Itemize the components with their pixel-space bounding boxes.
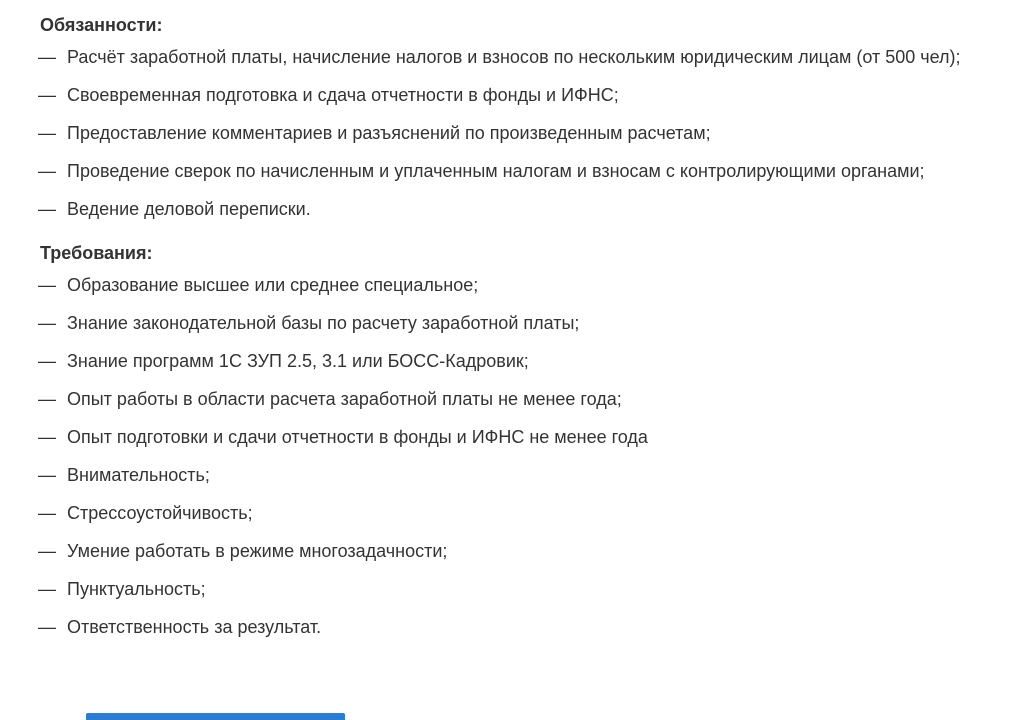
list-item-text: Знание программ 1С ЗУП 2.5, 3.1 или БОСС-Кадровик; <box>67 351 529 371</box>
dash-bullet: — <box>38 351 56 371</box>
requirements-heading: Требования: <box>40 243 153 263</box>
dash-bullet: — <box>38 503 56 523</box>
requirements-list <box>40 269 975 643</box>
list-item-text: Опыт подготовки и сдачи отчетности в фонды и ИФНС не менее года <box>67 427 648 447</box>
list-item-text: Стрессоустойчивость; <box>67 503 253 523</box>
dash-bullet: — <box>38 161 56 181</box>
partially-visible-button[interactable] <box>86 713 345 720</box>
list-item <box>40 497 975 529</box>
list-item-text: Пунктуальность; <box>67 579 206 599</box>
dash-bullet: — <box>38 617 56 637</box>
list-item-text: Умение работать в режиме многозадачности; <box>67 541 448 561</box>
list-item-text: Ведение деловой переписки. <box>67 199 311 219</box>
list-item <box>40 421 975 453</box>
list-item-text: Расчёт заработной платы, начисление налогов и взносов по нескольким юридическим лицам (от 500 чел); <box>67 47 961 67</box>
dash-bullet: — <box>38 47 56 67</box>
dash-bullet: — <box>38 85 56 105</box>
list-item <box>40 345 975 377</box>
list-item <box>40 573 975 605</box>
list-item <box>40 155 975 187</box>
list-item <box>40 383 975 415</box>
dash-bullet: — <box>38 199 56 219</box>
responsibilities-heading: Обязанности: <box>40 15 163 35</box>
responsibilities-list <box>40 41 975 225</box>
list-item <box>40 41 975 73</box>
responsibilities-section <box>40 9 1035 225</box>
list-item-text: Внимательность; <box>67 465 210 485</box>
list-item <box>40 535 975 567</box>
list-item <box>40 269 975 301</box>
list-item <box>40 611 975 643</box>
list-item <box>40 117 975 149</box>
list-item-text: Своевременная подготовка и сдача отчетности в фонды и ИФНС; <box>67 85 619 105</box>
requirements-section <box>40 237 1035 643</box>
dash-bullet: — <box>38 275 56 295</box>
list-item-text: Опыт работы в области расчета заработной платы не менее года; <box>67 389 622 409</box>
list-item <box>40 79 975 111</box>
dash-bullet: — <box>38 389 56 409</box>
dash-bullet: — <box>38 465 56 485</box>
dash-bullet: — <box>38 579 56 599</box>
list-item <box>40 459 975 491</box>
dash-bullet: — <box>38 123 56 143</box>
list-item <box>40 193 975 225</box>
dash-bullet: — <box>38 541 56 561</box>
dash-bullet: — <box>38 313 56 333</box>
list-item <box>40 307 975 339</box>
list-item-text: Образование высшее или среднее специальное; <box>67 275 479 295</box>
list-item-text: Предоставление комментариев и разъяснений по произведенным расчетам; <box>67 123 711 143</box>
dash-bullet: — <box>38 427 56 447</box>
list-item-text: Ответственность за результат. <box>67 617 322 637</box>
list-item-text: Проведение сверок по начисленным и уплаченным налогам и взносам с контролирующими органами; <box>67 161 925 181</box>
list-item-text: Знание законодательной базы по расчету заработной платы; <box>67 313 580 333</box>
